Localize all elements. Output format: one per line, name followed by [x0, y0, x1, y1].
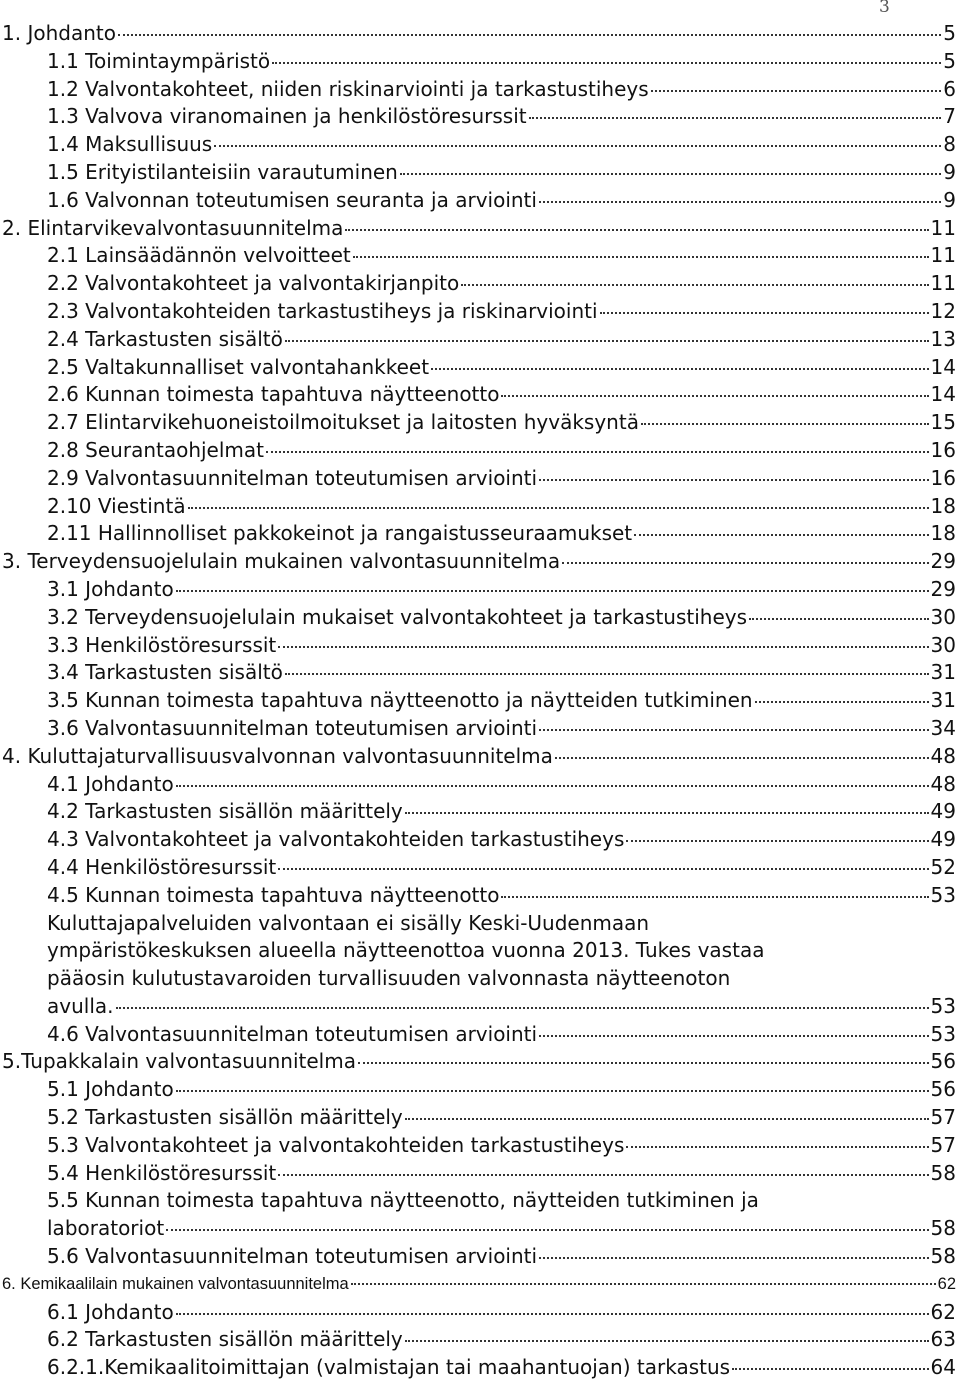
toc-entry-title: 1.4 Maksullisuus [47, 132, 213, 157]
toc-leader-dots [651, 90, 942, 92]
toc-entry-title: laboratoriot [47, 1216, 165, 1241]
toc-leader-dots [345, 229, 928, 231]
toc-entry-5-6[interactable] [0, 1243, 960, 1271]
toc-entry-4-1[interactable] [0, 771, 960, 799]
toc-entry-title: 6.2 Tarkastusten sisällön määrittely [47, 1327, 403, 1352]
toc-entry-title: 1.5 Erityistilanteisiin varautuminen [47, 159, 398, 184]
toc-entry-2-4[interactable] [0, 326, 960, 354]
toc-entry-title: 3.6 Valvontasuunnitelman toteutumisen arviointi [47, 715, 538, 740]
toc-entry-page: 53 [930, 882, 956, 907]
toc-entry-title: 5.1 Johdanto [47, 1077, 174, 1102]
toc-entry-page: 48 [930, 771, 956, 796]
toc-entry-title: 4.2 Tarkastusten sisällön määrittely [47, 799, 403, 824]
toc-entry-5-3[interactable] [0, 1132, 960, 1160]
toc-entry-page: 30 [930, 604, 956, 629]
toc-leader-dots [600, 312, 929, 314]
toc-entry-title: 6.1 Johdanto [47, 1299, 174, 1324]
toc-entry-title: 4.4 Henkilöstöresurssit [47, 854, 277, 879]
toc-entry-page: 57 [930, 1132, 956, 1157]
toc-entry-title: 2.9 Valvontasuunnitelman toteutumisen arviointi [47, 465, 538, 490]
toc-leader-dots [214, 145, 941, 147]
toc-entry-5-2[interactable] [0, 1104, 960, 1132]
toc-leader-dots [539, 729, 928, 731]
toc-entry-title: 1.3 Valvova viranomainen ja henkilöstöresurssit [47, 104, 527, 129]
toc-entry-page: 64 [930, 1355, 956, 1380]
toc-leader-dots [562, 562, 928, 564]
toc-entry-1-2[interactable] [0, 76, 960, 104]
toc-entry-5[interactable] [0, 1048, 960, 1076]
toc-entry-title: 2.10 Viestintä [47, 493, 186, 518]
toc-entry-1[interactable] [0, 20, 960, 48]
toc-entry-title: 3.3 Henkilöstöresurssit [47, 632, 277, 657]
toc-entry-title: 6.2.1.Kemikaalitoimittajan (valmistajan tai maahantuojan) tarkastus [47, 1355, 731, 1380]
page-number: 3 [879, 0, 890, 17]
toc-leader-dots [358, 1062, 929, 1064]
toc-note-line: ympäristökeskuksen alueella näytteenottoa vuonna 2013. Tukes vastaa [47, 938, 765, 963]
toc-entry-2-9[interactable] [0, 465, 960, 493]
toc-entry-title: 3.4 Tarkastusten sisältö [47, 660, 283, 685]
toc-entry-page: 31 [930, 660, 956, 685]
toc-entry-page: 53 [930, 993, 956, 1018]
toc-entry-page: 49 [930, 799, 956, 824]
toc-entry-title: 3.2 Terveydensuojelulain mukaiset valvontakohteet ja tarkastustiheys [47, 604, 748, 629]
toc-entry-page: 63 [930, 1327, 956, 1352]
toc-entry-title: avulla. [47, 993, 114, 1018]
toc-entry-page: 5 [943, 48, 956, 73]
toc-entry-2-11[interactable] [0, 520, 960, 548]
toc-entry-title: 5.4 Henkilöstöresurssit [47, 1160, 277, 1185]
toc-entry-title: 6. Kemikaalilain mukainen valvontasuunnitelma [2, 1274, 349, 1293]
toc-entry-3-2[interactable] [0, 604, 960, 632]
toc-entry-6[interactable] [0, 1271, 960, 1299]
toc-entry-title: 3.5 Kunnan toimesta tapahtuva näytteenotto ja näytteiden tutkiminen [47, 688, 753, 713]
toc-leader-dots [405, 812, 929, 814]
toc-entry-3-6[interactable] [0, 715, 960, 743]
toc-leader-dots [353, 256, 929, 258]
toc-entry-page: 30 [930, 632, 956, 657]
toc-leader-dots [539, 201, 941, 203]
toc-leader-dots [501, 395, 928, 397]
toc-entry-page: 11 [930, 271, 956, 296]
toc-entry-title: 4.1 Johdanto [47, 771, 174, 796]
toc-entry-page: 5 [943, 21, 956, 45]
toc-leader-dots [555, 757, 929, 759]
toc-leader-dots [166, 1229, 928, 1231]
toc-leader-dots [461, 284, 928, 286]
toc-entry-page: 29 [930, 576, 956, 601]
toc-leader-dots [626, 1146, 928, 1148]
toc-leader-dots [405, 1118, 929, 1120]
toc-entry-5-5[interactable] [0, 1215, 960, 1243]
toc-entry-3-5[interactable] [0, 687, 960, 715]
toc-entry-2-1[interactable] [0, 242, 960, 270]
toc-leader-dots [278, 868, 928, 870]
toc-entry-title: 5.2 Tarkastusten sisällön määrittely [47, 1105, 403, 1130]
toc-leader-dots [529, 117, 942, 119]
toc-entry-page: 13 [930, 326, 956, 351]
toc-entry-title: 2.7 Elintarvikehuoneistoilmoitukset ja laitosten hyväksyntä [47, 410, 639, 435]
toc-entry-title: 2.1 Lainsäädännön velvoitteet [47, 243, 351, 268]
toc-entry-page: 8 [943, 132, 956, 157]
toc-leader-dots [272, 62, 941, 64]
toc-entry-page: 48 [930, 743, 956, 768]
toc-entry-6-2[interactable] [0, 1326, 960, 1354]
toc-leader-dots [634, 534, 928, 536]
toc-leader-dots [641, 423, 929, 425]
toc-entry-title: 2.6 Kunnan toimesta tapahtuva näytteenotto [47, 382, 500, 407]
toc-leader-dots [188, 507, 929, 509]
toc-entry-note-end[interactable] [0, 993, 960, 1021]
toc-entry-page: 6 [943, 76, 956, 101]
toc-entry-page: 16 [930, 437, 956, 462]
toc-entry-2-8[interactable] [0, 437, 960, 465]
toc-leader-dots [176, 1313, 929, 1315]
toc-entry-page: 18 [930, 521, 956, 546]
toc-entry-page: 18 [930, 493, 956, 518]
toc-entry-3-3[interactable] [0, 632, 960, 660]
toc-entry-page: 58 [930, 1160, 956, 1185]
toc-entry-2[interactable] [0, 215, 960, 243]
toc-entry-3-1[interactable] [0, 576, 960, 604]
toc-entry-title: 3. Terveydensuojelulain mukainen valvontasuunnitelma [2, 549, 561, 574]
toc-note-line: pääosin kulutustavaroiden turvallisuuden valvonnasta näytteenoton [47, 966, 731, 991]
toc-leader-dots [176, 590, 929, 592]
toc-entry-4-6[interactable] [0, 1021, 960, 1049]
toc-entry-2-10[interactable] [0, 493, 960, 521]
toc-entry-page: 31 [930, 688, 956, 713]
toc-entry-1-3[interactable] [0, 103, 960, 131]
toc-entry-page: 11 [930, 243, 956, 268]
toc-entry-title: 5.6 Valvontasuunnitelman toteutumisen arviointi [47, 1244, 538, 1269]
toc-entry-4-4[interactable] [0, 854, 960, 882]
toc-entry-title: 2.11 Hallinnolliset pakkokeinot ja rangaistusseuraamukset [47, 521, 633, 546]
toc-entry-title: 1.1 Toimintaympäristö [47, 48, 271, 73]
toc-entry-title: 5.3 Valvontakohteet ja valvontakohteiden tarkastustiheys [47, 1132, 625, 1157]
toc-entry-title: 4.5 Kunnan toimesta tapahtuva näytteenotto [47, 882, 500, 907]
toc-leader-dots [176, 785, 929, 787]
toc-entry-1-1[interactable] [0, 48, 960, 76]
toc-entry-4-3[interactable] [0, 826, 960, 854]
toc-entry-page: 9 [943, 187, 956, 212]
toc-entry-page: 9 [943, 159, 956, 184]
toc-entry-page: 11 [930, 215, 956, 240]
toc-leader-dots [755, 701, 929, 703]
toc-entry-page: 14 [930, 354, 956, 379]
toc-leader-dots [400, 173, 941, 175]
toc-entry-5-1[interactable] [0, 1076, 960, 1104]
toc-leader-dots [431, 368, 928, 370]
toc-entry-title: 2.5 Valtakunnalliset valvontahankkeet [47, 354, 430, 379]
toc-entry-2-2[interactable] [0, 270, 960, 298]
toc-entry-2-3[interactable] [0, 298, 960, 326]
toc-entry-page: 53 [930, 1021, 956, 1046]
toc-leader-dots [749, 618, 929, 620]
toc-entry-1-5[interactable] [0, 159, 960, 187]
toc-leader-dots [116, 1007, 929, 1009]
toc-entry-page: 7 [943, 104, 956, 129]
toc-entry-title: 4. Kuluttajaturvallisuusvalvonnan valvontasuunnitelma [2, 743, 553, 768]
toc-leader-dots [626, 840, 928, 842]
toc-entry-title: 2.8 Seurantaohjelmat [47, 437, 265, 462]
toc-entry-page: 52 [930, 854, 956, 879]
toc-leader-dots [539, 1257, 928, 1259]
toc-entry-title: 2. Elintarvikevalvontasuunnitelma [2, 215, 344, 240]
toc-entry-title: 1. Johdanto [2, 21, 116, 45]
toc-leader-dots [176, 1090, 929, 1092]
toc-entry-title: 4.3 Valvontakohteet ja valvontakohteiden tarkastustiheys [47, 827, 625, 852]
toc-entry-page: 58 [930, 1244, 956, 1269]
toc-entry-5-5-line1[interactable] [0, 1187, 960, 1215]
toc-entry-page: 12 [930, 298, 956, 323]
toc-entry-page: 29 [930, 549, 956, 574]
toc-entry-page: 49 [930, 827, 956, 852]
toc-entry-2-7[interactable] [0, 409, 960, 437]
toc-entry-3[interactable] [0, 548, 960, 576]
toc-entry-2-6[interactable] [0, 381, 960, 409]
toc-entry-page: 34 [930, 715, 956, 740]
toc-leader-dots [278, 646, 928, 648]
toc-entry-5-4[interactable] [0, 1160, 960, 1188]
toc-entry-6-2-1[interactable] [0, 1354, 960, 1382]
toc-entry-page: 58 [930, 1216, 956, 1241]
toc-entry-title: 5.Tupakkalain valvontasuunnitelma [2, 1049, 356, 1074]
toc-entry-title: 1.2 Valvontakohteet, niiden riskinarviointi ja tarkastustiheys [47, 76, 649, 101]
toc-note-line: Kuluttajapalveluiden valvontaan ei sisälly Keski-Uudenmaan [47, 910, 650, 935]
toc-entry-title: 2.2 Valvontakohteet ja valvontakirjanpito [47, 271, 460, 296]
toc-entry-title: 5.5 Kunnan toimesta tapahtuva näytteenotto, näytteiden tutkiminen ja [47, 1188, 759, 1213]
toc-leader-dots [405, 1340, 929, 1342]
toc-entry-page: 15 [930, 410, 956, 435]
toc-entry-title: 2.3 Valvontakohteiden tarkastustiheys ja riskinarviointi [47, 298, 598, 323]
toc-entry-page: 16 [930, 465, 956, 490]
toc-leader-dots [732, 1368, 928, 1370]
toc-entry-4-2[interactable] [0, 798, 960, 826]
toc-leader-dots [285, 340, 929, 342]
toc-entry-4[interactable] [0, 743, 960, 771]
toc-entry-title: 1.6 Valvonnan toteutumisen seuranta ja arviointi [47, 187, 537, 212]
toc-leader-dots [285, 673, 929, 675]
toc-entry-3-4[interactable] [0, 659, 960, 687]
toc-entry-2-5[interactable] [0, 354, 960, 382]
toc-leader-dots [539, 1035, 928, 1037]
toc-leader-dots [351, 1283, 936, 1285]
toc-entry-title: 4.6 Valvontasuunnitelman toteutumisen arviointi [47, 1021, 538, 1046]
toc-entry-4-5[interactable] [0, 882, 960, 910]
toc-entry-page: 57 [930, 1105, 956, 1130]
toc-leader-dots [501, 896, 928, 898]
toc-entry-page: 56 [930, 1049, 956, 1074]
toc-note-paragraph [0, 910, 960, 993]
toc-entry-page: 62 [930, 1299, 956, 1324]
table-of-contents [0, 20, 960, 1382]
toc-entry-page: 14 [930, 382, 956, 407]
toc-entry-1-6[interactable] [0, 187, 960, 215]
toc-entry-6-1[interactable] [0, 1299, 960, 1327]
toc-entry-title: 2.4 Tarkastusten sisältö [47, 326, 283, 351]
toc-leader-dots [539, 479, 928, 481]
toc-entry-title: 3.1 Johdanto [47, 576, 174, 601]
toc-entry-1-4[interactable] [0, 131, 960, 159]
toc-entry-page: 62 [937, 1274, 956, 1293]
toc-leader-dots [278, 1174, 928, 1176]
toc-entry-page: 56 [930, 1077, 956, 1102]
toc-leader-dots [118, 34, 941, 36]
toc-leader-dots [266, 451, 929, 453]
